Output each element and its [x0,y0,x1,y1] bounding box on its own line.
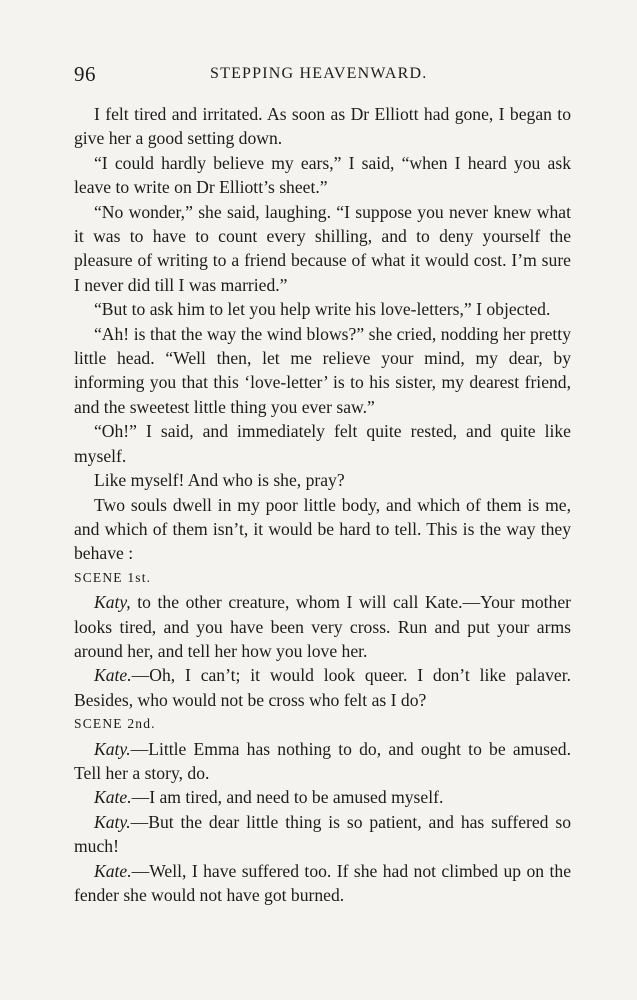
scene-heading: SCENE 1st. [74,569,152,585]
dialogue-text: —But the dear little thing is so patient, and has suffered so much! [74,811,571,857]
paragraph: Like myself! And who is she, pray? [94,470,345,491]
running-head: STEPPING HEAVENWARD. [210,65,428,82]
paragraph: Two souls dwell in my poor little body, and which of them is me, and which of them isn’t, it would be hard to tell. This is the way they behave : [74,494,571,564]
paragraph: “But to ask him to let you help write his love-letters,” I objected. [94,299,551,320]
dialogue-line [74,737,571,786]
dialogue-line [74,859,571,908]
scene-heading: SCENE 2nd. [74,716,156,732]
dialogue-text: —Well, I have suffered too. If she had not climbed up on the fender she would not have got burned. [74,860,571,905]
page-header [74,62,571,88]
dialogue-text: —Oh, I can’t; it would look queer. I don’t like palaver. Besides, who would not be cross who felt as I do? [74,665,571,710]
dialogue-text: to the other creature, whom I will call Kate.—Your mother looks tired, and you have been very cross. Run and put your arms around her, and tell her how you love her. [74,592,571,661]
speaker-name: Katy, [94,592,131,613]
paragraph: “Ah! is that the way the wind blows?” she cried, nodding her pretty little head. “Well then, let me relieve your mind, my dear, by informing you that this ‘love-letter’ is to his sister, my dearest friend, and the sweetest little thing you ever saw.” [74,323,571,417]
page-number: 96 [74,62,96,86]
paragraph: “No wonder,” she said, laughing. “I suppose you never knew what it was to have to count every shilling, and to deny yourself the pleasure of writing to a friend because of what it would cost. I’m sure I never did till I was married.” [74,201,571,295]
paragraph: “Oh!” I said, and immediately felt quite rested, and quite like myself. [74,421,571,466]
dialogue-line [74,810,571,859]
speaker-name: Katy. [94,738,131,759]
speaker-name: Katy. [94,811,131,832]
speaker-name: Kate. [94,665,132,686]
dialogue-text: —I am tired, and need to be amused myself. [131,787,444,808]
paragraph: I felt tired and irritated. As soon as Dr Elliott had gone, I began to give her a good setting down. [74,104,571,149]
speaker-name: Kate. [94,860,132,881]
speaker-name: Kate. [94,787,132,808]
paragraph: “I could hardly believe my ears,” I said, “when I heard you ask leave to write on Dr Elliott’s sheet.” [74,152,571,198]
body-text [74,102,571,907]
dialogue-line [74,785,571,809]
dialogue-text: —Little Emma has nothing to do, and ought to be amused. Tell her a story, do. [74,738,571,783]
dialogue-line [74,590,571,663]
dialogue-line [74,663,571,712]
